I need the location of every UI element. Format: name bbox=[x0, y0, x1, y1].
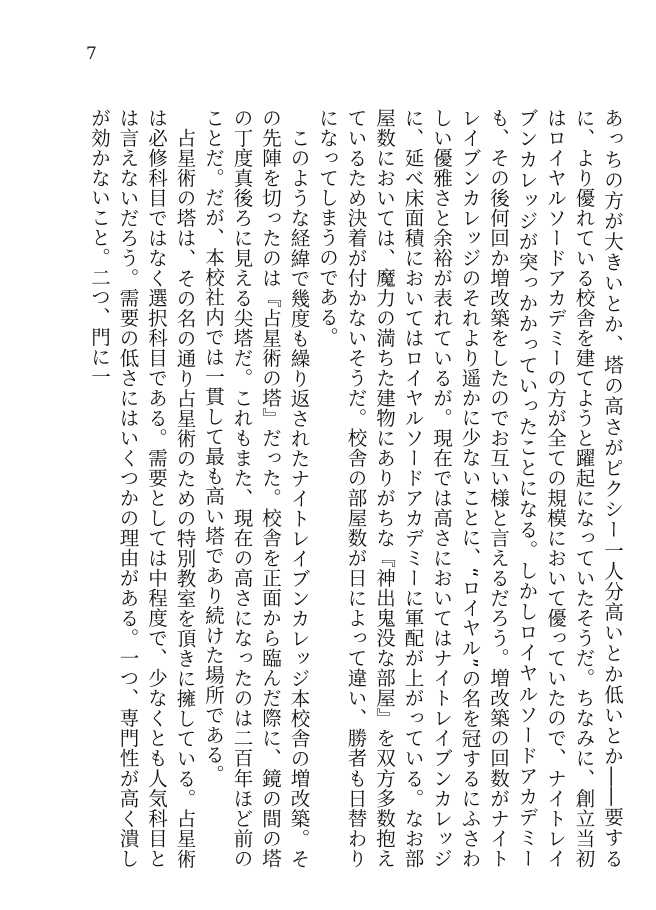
paragraph: このような経緯で幾度も繰り返されたナイトレイブンカレッジ本校舎の増改築。その先陣を切ったのは『占星術の塔』だった。校舎を正面から臨んだ際に、鏡の間の塔の丁度真後ろに見える尖塔だ。これもまた、現在の高さになったのは二百年ほど前のことだ。だが、本校社内では一貫して最も高い塔であり続けた場所である。 bbox=[202, 108, 311, 868]
page-number: 7 bbox=[86, 44, 97, 64]
body-text bbox=[66, 108, 626, 868]
paragraph: 占星術の塔は、その名の通り占星術のための特別教室を頂きに擁している。占星術は必修科目ではなく選択科目である。需要としては中程度で、少なくとも人気科目とは言えないだろう。需要の低さにはいくつかの理由がある。一つ、専門性が高く潰しが効かないこと。二つ、門に一 bbox=[88, 108, 197, 868]
paragraph-continued: あっちの方が大きいとか、塔の高さがピクシー一人分高いとか低いとか――要するに、より優れている校舎を建てようと躍起になっていたそうだ。ちなみに、創立当初はロイヤルソードアカデミーの方が全ての規模において優っていたので、ナイトレイブンカレッジが突っかかっていったことになる。しかしロイヤルソードアカデミーも、その後何回か増改築をしたのでお互い様と言えるだろう。増改築の回数がナイトレイブンカレッジのそれより遥かに少ないことに、“ロイヤル”の名を冠するにふさわしい優雅さと余裕が表れているが。現在では高さにおいてはナイトレイブンカレッジに、延べ床面積においてはロイヤルソードアカデミーに軍配が上がっている。なお部屋数においては、魔力の満ちた建物にありがちな『神出鬼没な部屋』を双方多数抱えているため決着が付かないそうだ。校舎の部屋数が日によって違い、勝者も日替わりになってしまうのである。 bbox=[316, 108, 624, 868]
